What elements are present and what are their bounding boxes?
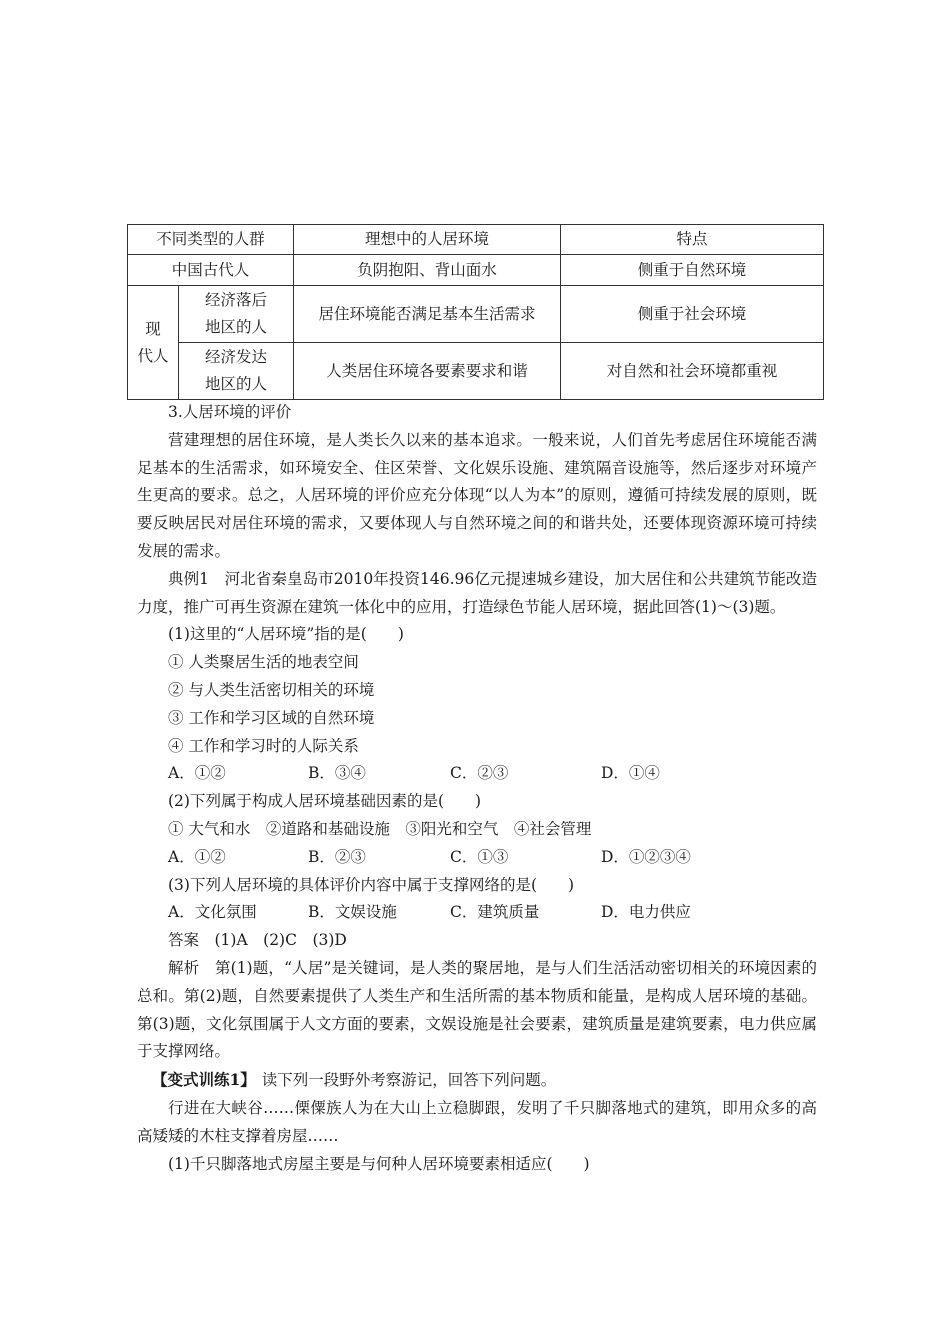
paragraph-evaluation: 营建理想的居住环境，是人类长久以来的基本追求。一般来说，人们首先考虑居住环境能否满足基本的生活需求，如环境安全、住区荣誉、文化娱乐设施、建筑隔音设施等，然后逐步对环境产生更高的要求。总之，人居环境的评价应充分体现“以人为本”的原则，遵循可持续发展的原则，既要反映居民对居住环境的需求，又要体现人与自然环境之间的和谐共处，还要体现资源环境可持续发展的需求。 [137, 430, 817, 560]
undeveloped-sub [179, 286, 294, 343]
q1-option-b: B．③④ [308, 764, 366, 783]
q1-stem: (1)这里的“人居环境”指的是( ) [168, 625, 404, 644]
variant-intro: 读下列一段野外考察游记，回答下列问题。 [261, 1071, 557, 1090]
table-row-ancient [128, 255, 824, 286]
undeveloped-feature: 侧重于社会环境 [561, 286, 824, 343]
q2-items: ① 大气和水 ②道路和基础设施 ③阳光和空气 ④社会管理 [168, 819, 592, 838]
undeveloped-sub-line2: 地区的人 [205, 318, 268, 336]
variant-title: 【变式训练1】 [152, 1070, 256, 1090]
q2-option-d: D．①②③④ [601, 847, 691, 866]
developed-sub [179, 343, 294, 400]
ancient-ideal: 负阴抱阳、背山面水 [294, 255, 561, 286]
travel-note: 行进在大峡谷……傈僳族人为在大山上立稳脚跟，发明了千只脚落地式的建筑，即用众多的高高矮矮的木柱支撑着房屋…… [137, 1098, 817, 1145]
q1-item: ④ 工作和学习时的人际关系 [168, 736, 359, 755]
variant-training [137, 1066, 817, 1095]
analysis: 解析 第(1)题，“人居”是关键词，是人类的聚居地，是与人们生活活动密切相关的环境因素的总和。第(2)题，自然要素提供了人类生产和生活所需的基本物质和能量，是构成人居环境的基础。第(3)题，文化氛围属于人文方面的要素，文娱设施是社会要素，建筑质量是建筑要素，电力供应属于支撑网络。 [137, 958, 817, 1061]
table-header-row [128, 225, 824, 255]
q3-options [137, 899, 817, 927]
developed-sub-line1: 经济发达 [205, 348, 268, 366]
q3-option-c: C．建筑质量 [450, 903, 540, 922]
header-feature: 特点 [561, 225, 824, 255]
q1-option-c: C．②③ [450, 764, 509, 783]
developed-sub-line2: 地区的人 [205, 375, 268, 393]
q2-option-b: B．②③ [308, 847, 366, 866]
q3-option-a: A．文化氛围 [168, 903, 257, 922]
header-ideal: 理想中的人居环境 [294, 225, 561, 255]
q1-option-a: A．①② [168, 764, 226, 783]
q1-item: ① 人类聚居生活的地表空间 [168, 653, 359, 672]
q3-stem: (3)下列人居环境的具体评价内容中属于支撑网络的是( ) [168, 875, 575, 894]
q2-stem: (2)下列属于构成人居环境基础因素的是( ) [168, 792, 482, 811]
q3-option-b: B．文娱设施 [308, 903, 397, 922]
table-row-developed [128, 343, 824, 400]
q1-item: ③ 工作和学习区域的自然环境 [168, 708, 375, 727]
residential-environment-table [127, 224, 824, 400]
q1-item: ② 与人类生活密切相关的环境 [168, 680, 375, 699]
q2-option-a: A．①② [168, 847, 226, 866]
example-1: 典例1 河北省秦皇岛市2010年投资146.96亿元提速城乡建设，加大居住和公共建筑节能改造力度，推广可再生资源在建筑一体化中的应用，打造绿色节能人居环境，据此回答(1)～(3)题。 [137, 569, 817, 616]
variant-q1-stem: (1)千只脚落地式房屋主要是与何种人居环境要素相适应( ) [168, 1154, 590, 1173]
table-row-undeveloped [128, 286, 824, 343]
undeveloped-ideal: 居住环境能否满足基本生活需求 [294, 286, 561, 343]
section-title: 3.人居环境的评价 [168, 403, 292, 421]
modern-label-line2: 代人 [137, 346, 169, 365]
ancient-group: 中国古代人 [128, 255, 294, 286]
modern-label [128, 286, 179, 400]
header-group: 不同类型的人群 [128, 225, 294, 255]
undeveloped-sub-line1: 经济落后 [205, 291, 268, 309]
q1-option-d: D．①④ [601, 764, 660, 783]
q3-option-d: D．电力供应 [601, 903, 691, 922]
document-body [137, 399, 817, 1178]
ancient-feature: 侧重于自然环境 [561, 255, 824, 286]
q2-options [137, 844, 817, 872]
modern-label-line1: 现 [145, 319, 161, 338]
developed-feature: 对自然和社会环境都重视 [561, 343, 824, 400]
answer: 答案 (1)A (2)C (3)D [168, 931, 347, 950]
q2-option-c: C．①③ [450, 847, 509, 866]
q1-options [137, 760, 817, 788]
developed-ideal: 人类居住环境各要素要求和谐 [294, 343, 561, 400]
